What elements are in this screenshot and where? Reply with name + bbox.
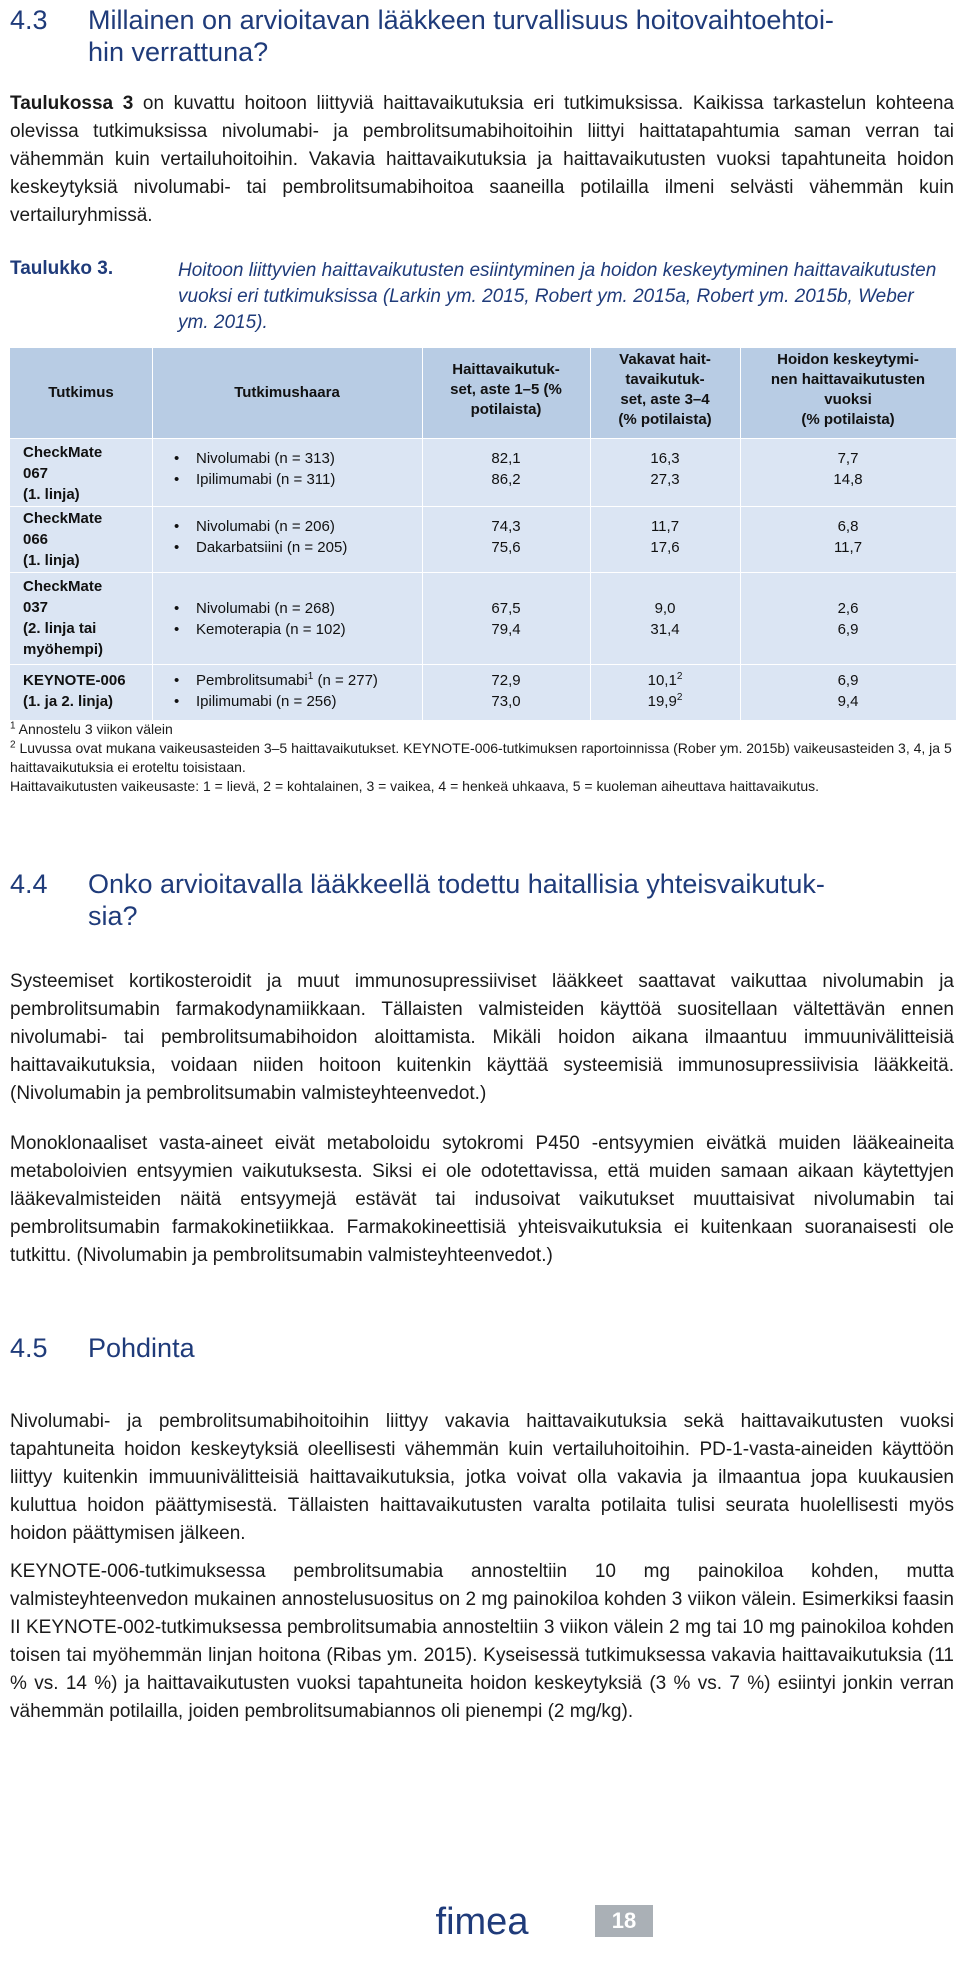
logo-wordmark: fimea bbox=[435, 1901, 529, 1943]
arm-item: • Nivolumabi (n = 206) bbox=[174, 518, 335, 535]
value: 74,3 bbox=[491, 518, 521, 535]
bullet-icon: • bbox=[174, 693, 180, 710]
footnote-marker: 2 bbox=[676, 692, 683, 703]
table-footnotes bbox=[10, 720, 956, 796]
section-number: 4.5 bbox=[10, 1333, 48, 1363]
cell-study: CheckMate 067 (1. linja) bbox=[23, 444, 103, 503]
value: 73,0 bbox=[491, 693, 521, 710]
arm-item: • Nivolumabi (n = 268) bbox=[174, 600, 335, 617]
cell-arms bbox=[162, 516, 422, 558]
cell-grade-1-5 bbox=[422, 448, 590, 490]
cell-grade-3-4 bbox=[590, 598, 740, 640]
arm-item: • Pembrolitsumabi$^1$ (n = 277) bbox=[174, 671, 378, 689]
section-title-line1: Millainen on arvioitavan lääkkeen turvallisuus hoitovaihtoehtoi- bbox=[88, 5, 834, 35]
value: 31,4 bbox=[650, 621, 680, 638]
cell-study: CheckMate 066 (1. linja) bbox=[23, 510, 103, 569]
section-title-line2: sia? bbox=[88, 901, 138, 931]
value: 6,9 bbox=[837, 621, 859, 638]
cell-discontinuation bbox=[740, 670, 956, 712]
page-number: 18 bbox=[595, 1905, 653, 1937]
row-divider bbox=[10, 664, 956, 665]
footnote: $^1$ Annostelu 3 viikon välein bbox=[10, 720, 173, 737]
bullet-icon: • bbox=[174, 621, 180, 638]
value: 10,1$^2$ bbox=[647, 671, 683, 689]
value: 82,1 bbox=[491, 450, 521, 467]
value: 7,7 bbox=[837, 450, 859, 467]
cell-grade-3-4 bbox=[590, 516, 740, 558]
value: 75,6 bbox=[491, 539, 521, 556]
cell-discontinuation bbox=[740, 516, 956, 558]
arm-item: • Dakarbatsiini (n = 205) bbox=[174, 539, 348, 556]
value: 17,6 bbox=[650, 539, 680, 556]
value: 27,3 bbox=[650, 471, 680, 488]
cell-grade-1-5 bbox=[422, 670, 590, 712]
header-arm: Tutkimushaara bbox=[234, 384, 340, 401]
table-reference: Taulukossa 3 bbox=[10, 93, 134, 114]
paragraph-text: on kuvattu hoitoon liittyviä haittavaikutuksia eri tutkimuksissa. Kaikissa tarkastelun kohteena olevissa tutkimuksissa nivolumabi- ja pembrolitsumabihoitoihin liittyi haittatapahtumia saman verran tai vähemmän kuin vertailuhoitoihin. Vakavia haittavaikutuksia ja haittavaikutusten vuoksi tapahtuneita hoidon keskeytyksiä nivolumabi- tai pembrolitsumabihoitoa saaneilla potilailla ilmeni selvästi vähemmän kuin vertailuryhmissä. bbox=[10, 93, 954, 226]
value: 9,0 bbox=[654, 600, 676, 617]
section-title-line2: hin verrattuna? bbox=[88, 37, 269, 67]
row-divider bbox=[10, 506, 956, 507]
value: 72,9 bbox=[491, 672, 521, 689]
value: 11,7 bbox=[833, 539, 863, 556]
cell-study: KEYNOTE-006 (1. ja 2. linja) bbox=[23, 672, 126, 710]
section-title: Pohdinta bbox=[88, 1333, 195, 1363]
value: 86,2 bbox=[491, 471, 521, 488]
value: 6,8 bbox=[837, 518, 859, 535]
cell-grade-3-4 bbox=[590, 670, 740, 712]
value: 16,3 bbox=[650, 450, 680, 467]
cell-discontinuation bbox=[740, 448, 956, 490]
cell-study: CheckMate 037 (2. linja tai myöhempi) bbox=[23, 578, 104, 658]
section-number: 4.3 bbox=[10, 5, 48, 35]
paragraph-interactions-2: Monoklonaaliset vasta-aineet eivät metaboloidu sytokromi P450 -entsyymien eivätkä muiden lääkeaineita metaboloivien entsyymien vaikutuksesta. Siksi ei ole odotettavissa, että muiden samaan aikaan käytettyjen lääkevalmisteiden näitä entsyymejä estävät tai indusoivat vaikutukset muuttaisivat nivolumabin tai pembrolitsumabin farmakokinetiikkaa. Farmakokineettisiä yhteisvaikutuksia ei kuitenkaan suoranaisesti ole tutkittu. (Nivolumabin ja pembrolitsumabin valmisteyhteenvedot.) bbox=[10, 1133, 954, 1266]
row-divider bbox=[10, 438, 956, 439]
cell-arms bbox=[162, 448, 422, 490]
header-grade-1-5: Haittavaikutuk- set, aste 1–5 (% potilaista) bbox=[450, 361, 562, 418]
cell-arms bbox=[162, 670, 422, 712]
section-heading-4-4 bbox=[0, 868, 960, 932]
table-caption-label: Taulukko 3. bbox=[10, 258, 114, 279]
value: 11,7 bbox=[650, 518, 680, 535]
cell-arms bbox=[162, 598, 422, 640]
value: 2,6 bbox=[837, 600, 859, 617]
header-grade-3-4: Vakavat hait- tavaikutuk- set, aste 3–4 (% potilaista) bbox=[618, 351, 712, 428]
cell-grade-1-5 bbox=[422, 598, 590, 640]
arm-item: • Ipilimumabi (n = 256) bbox=[174, 693, 337, 710]
paragraph-discussion-2: KEYNOTE-006-tutkimuksessa pembrolitsumabia annosteltiin 10 mg painokiloa kohden, mutta valmisteyhteenvedon mukainen annostelusuositus on 2 mg painokiloa kohden 3 viikon välein. Esimerkiksi faasin II KEYNOTE-002-tutkimuksessa pembrolitsumabia annosteltiin 3 viikon välein 2 mg tai 10 mg painokiloa kohden toisen tai myöhemmän linjan hoitona (Ribas ym. 2015). Kyseisessä tutkimuksessa vakavia haittavaikutuksia (11 % vs. 14 %) ja haittavaikutusten vuoksi tapahtuneita hoidon keskeytyksiä (3 % vs. 7 %) esiintyi jonkin verran vähemmän potilailla, joiden pembrolitsumabiannos oli pienempi (2 mg/kg). bbox=[10, 1561, 954, 1722]
value: 6,9 bbox=[837, 672, 859, 689]
section-title-line1: Onko arvioitavalla lääkkeellä todettu haitallisia yhteisvaikutuk- bbox=[88, 869, 825, 899]
value: 67,5 bbox=[491, 600, 521, 617]
value: 19,9$^2$ bbox=[647, 692, 683, 710]
paragraph-discussion-1: Nivolumabi- ja pembrolitsumabihoitoihin liittyy vakavia haittavaikutuksia sekä haittavaikutusten vuoksi tapahtuneita hoidon keskeytyksiä oleellisesti vähemmän kuin vertailuhoitoihin. PD-1-vasta-aineiden käyttöön liittyy kuitenkin immuunivälitteisiä haittavaikutuksia, jotka voivat olla vakavia ja ilmaantua jopa kuukausien kuluttua hoidon päättymisestä. Tällaisten haittavaikutusten varalta potilaita tulisi seurata huolellisesti myös hoidon päättymisen jälkeen. bbox=[10, 1411, 954, 1544]
row-divider bbox=[10, 572, 956, 573]
value: 14,8 bbox=[833, 471, 863, 488]
bullet-icon: • bbox=[174, 672, 180, 689]
arm-item: • Nivolumabi (n = 313) bbox=[174, 450, 335, 467]
fimea-logo bbox=[432, 1896, 532, 1944]
bullet-icon: • bbox=[174, 539, 180, 556]
section-heading-4-5 bbox=[0, 1332, 960, 1366]
footnote-marker: 1 bbox=[307, 671, 314, 682]
bullet-icon: • bbox=[174, 518, 180, 535]
table-caption-text: Hoitoon liittyvien haittavaikutusten esiintyminen ja hoidon keskeytyminen haittavaikutusten vuoksi eri tutkimuksissa (Larkin ym. 2015, Robert ym. 2015a, Robert ym. 2015b, Weber ym. 2015). bbox=[178, 260, 937, 333]
header-study: Tutkimus bbox=[48, 384, 114, 401]
section-number: 4.4 bbox=[10, 869, 48, 899]
bullet-icon: • bbox=[174, 471, 180, 488]
footnote: Haittavaikutusten vaikeusaste: 1 = lievä, 2 = kohtalainen, 3 = vaikea, 4 = henkeä uhkaava, 5 = kuoleman aiheuttava haittavaikutus. bbox=[10, 778, 820, 794]
bullet-icon: • bbox=[174, 450, 180, 467]
footnote: $^2$ Luvussa ovat mukana vaikeusasteiden 3–5 haittavaikutukset. KEYNOTE-006-tutkimuksen raportoinnissa (Rober ym. 2015b) vaikeusasteiden 3, 4, ja 5 haittavaikutuksia ei eroteltu toisistaan. bbox=[10, 739, 952, 775]
paragraph-table-intro bbox=[10, 90, 954, 230]
bullet-icon: • bbox=[174, 600, 180, 617]
adverse-events-table bbox=[10, 348, 956, 720]
arm-item: • Kemoterapia (n = 102) bbox=[174, 621, 346, 638]
paragraph-interactions-1: Systeemiset kortikosteroidit ja muut immunosupressiiviset lääkkeet saattavat vaikuttaa nivolumabin ja pembrolitsumabin farmakodynamiikkaan. Tällaisten valmisteiden käyttöä suositellaan vältettävän ennen nivolumabi- tai pembrolitsumabihoidon aloittamista. Mikäli hoidon aikana ilmaantuu immuunivälitteisiä haittavaikutuksia, voidaan niiden hoitoon kuitenkin käyttää systeemisiä immunosupressiivisia lääkkeitä. (Nivolumabin ja pembrolitsumabin valmisteyhteenvedot.) bbox=[10, 971, 954, 1104]
cell-discontinuation bbox=[740, 598, 956, 640]
cell-grade-1-5 bbox=[422, 516, 590, 558]
footnote-marker: 2 bbox=[676, 671, 683, 682]
value: 9,4 bbox=[837, 693, 859, 710]
arm-item: • Ipilimumabi (n = 311) bbox=[174, 471, 336, 488]
cell-grade-3-4 bbox=[590, 448, 740, 490]
header-discontinuation: Hoidon keskeytymi- nen haittavaikutusten vuoksi (% potilaista) bbox=[770, 351, 926, 428]
value: 79,4 bbox=[491, 621, 521, 638]
section-heading-4-3 bbox=[0, 4, 960, 68]
